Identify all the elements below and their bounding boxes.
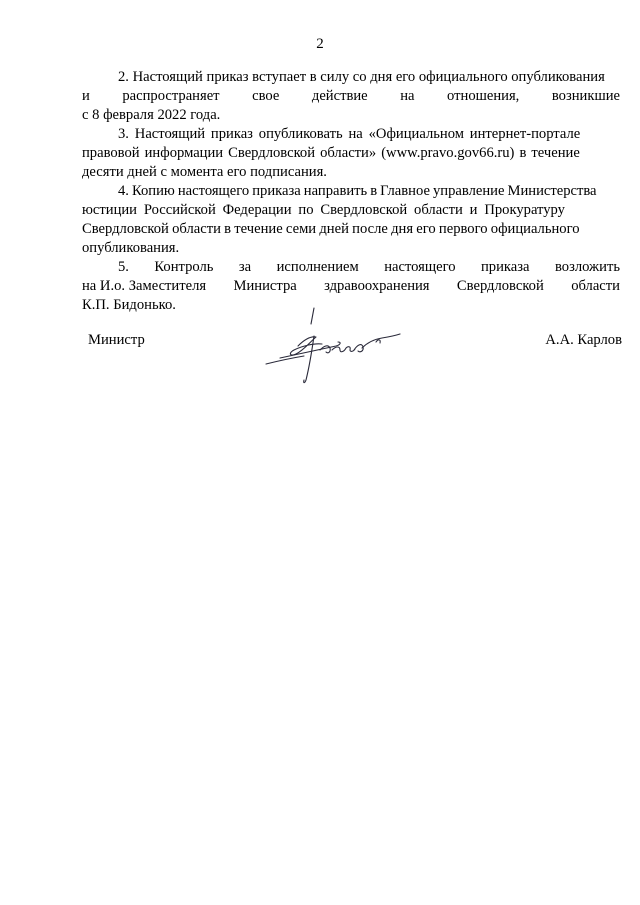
text-line: 4. Копию настоящего приказа направить в Главное управление Министерства <box>118 183 597 199</box>
text-line: юстиции Российской Федерации по Свердловской области и Прокуратуру <box>82 202 565 218</box>
text-line: 3. Настоящий приказ опубликовать на «Официальном интернет-портале <box>118 126 581 142</box>
paragraph-2 <box>82 68 620 125</box>
text-line: десяти дней с момента его подписания. <box>82 164 327 180</box>
text-line: К.П. Бидонько. <box>82 297 176 313</box>
handwritten-signature <box>258 306 408 386</box>
page-number: 2 <box>316 36 324 52</box>
text-line: на И.о. Заместителя Министра здравоохранения Свердловской области <box>82 278 620 294</box>
text-line: опубликования. <box>82 240 180 256</box>
text-line: 2. Настоящий приказ вступает в силу со дня его официального опубликования <box>118 69 605 85</box>
text-line: Свердловской области в течение семи дней после дня его первого официального <box>82 221 580 237</box>
signature-block <box>0 330 640 400</box>
paragraph-3 <box>82 125 620 182</box>
paragraph-4 <box>82 182 620 258</box>
signatory-title: Министр <box>88 332 145 348</box>
text-line: 5. Контроль за исполнением настоящего приказа возложить <box>118 259 620 275</box>
text-line: с 8 февраля 2022 года. <box>82 107 221 123</box>
signatory-name: А.А. Карлов <box>545 332 622 348</box>
document-body <box>82 68 620 315</box>
text-line: правовой информации Свердловской области» (www.pravo.gov66.ru) в течение <box>82 145 580 161</box>
text-line: и распространяет свое действие на отношения, возникшие <box>82 88 620 104</box>
